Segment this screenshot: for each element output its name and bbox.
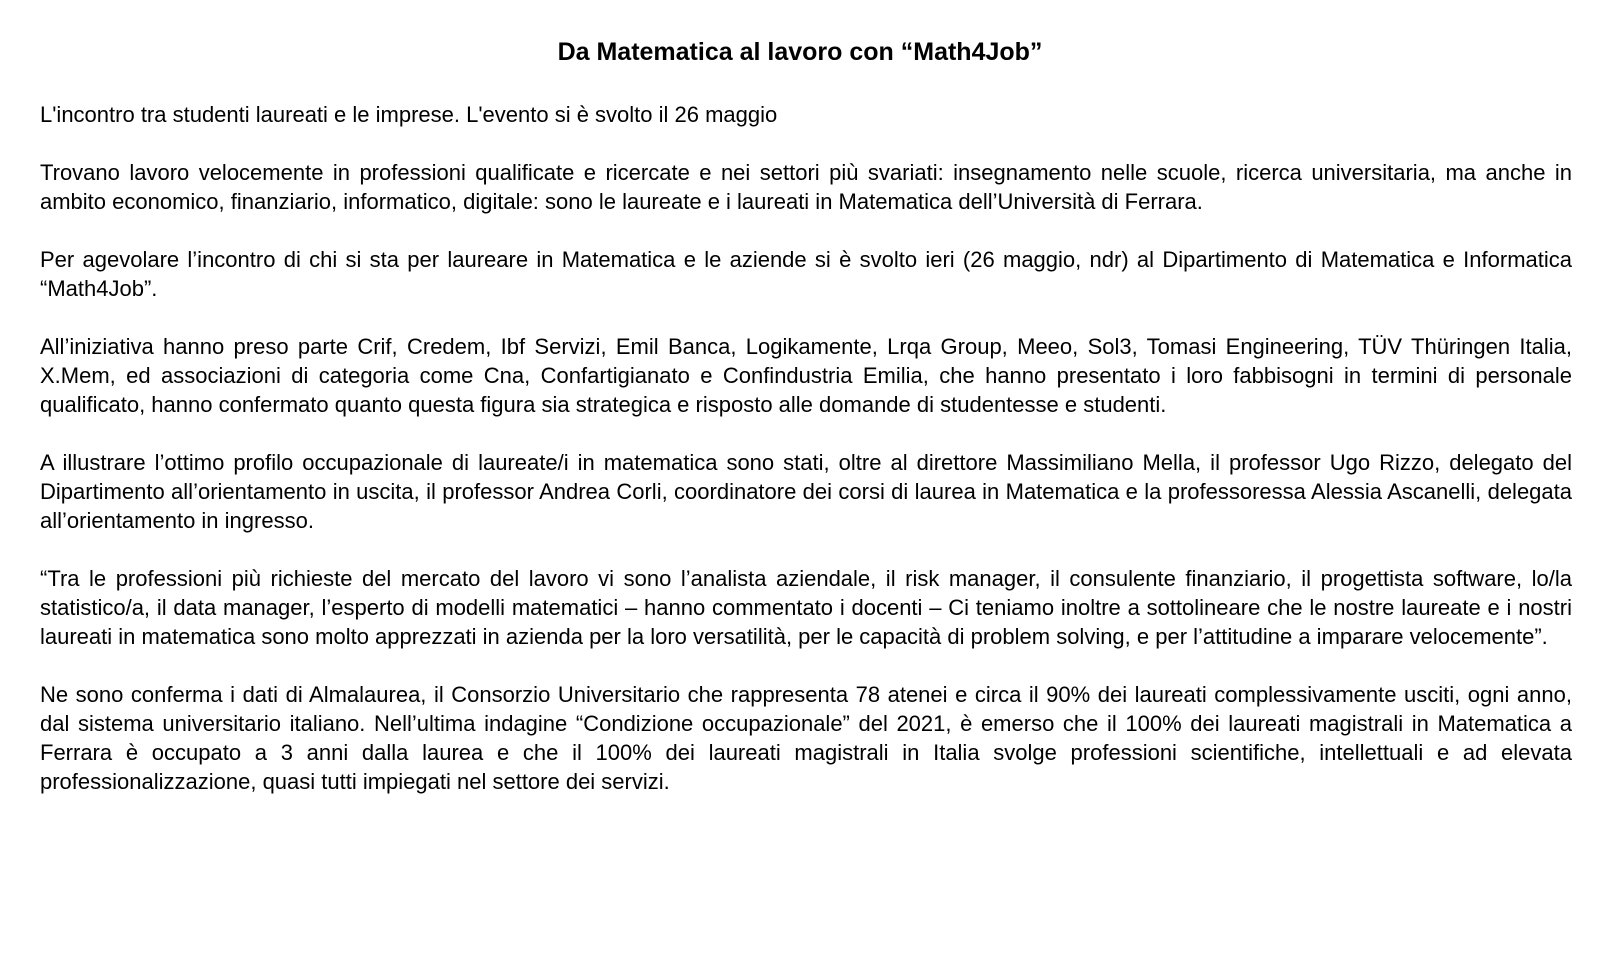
- paragraph-speakers: A illustrare l’ottimo profilo occupazionale di laureate/i in matematica sono stati, oltre al direttore Massimiliano Mella, il professor Ugo Rizzo, delegato del Dipartimento all’orientamento in uscita, il professor Andrea Corli, coordinatore dei corsi di laurea in Matematica e la professoressa Alessia Ascanelli, delegata all’orientamento in ingresso.: [40, 450, 1572, 533]
- paragraph-companies: All’iniziativa hanno preso parte Crif, Credem, Ibf Servizi, Emil Banca, Logikamente, Lrqa Group, Meeo, Sol3, Tomasi Engineering, TÜV Thüringen Italia, X.Mem, ed associazioni di categoria come Cna, Confartigianato e Confindustria Emilia, che hanno presentato i loro fabbisogni in termini di personale qualificato, hanno confermato quanto questa figura sia strategica e risposto alle domande di studentesse e studenti.: [40, 334, 1572, 417]
- paragraph-intro: L'incontro tra studenti laureati e le imprese. L'evento si è svolto il 26 maggio: [40, 102, 778, 127]
- paragraph-almalaurea: Ne sono conferma i dati di Almalaurea, il Consorzio Universitario che rappresenta 78 atenei e circa il 90% dei laureati complessivamente usciti, ogni anno, dal sistema universitario italiano. Nell’ultima indagine “Condizione occupazionale” del 2021, è emerso che il 100% dei laureati magistrali in Matematica a Ferrara è occupato a 3 anni dalla laurea e che il 100% dei laureati magistrali in Italia svolge professioni scientifiche, intellettuali e ad elevata professionalizzazione, quasi tutti impiegati nel settore dei servizi.: [40, 682, 1572, 794]
- document-body: [40, 100, 1572, 825]
- document-title: Da Matematica al lavoro con “Math4Job”: [557, 38, 1043, 66]
- paragraph-employment: Trovano lavoro velocemente in professioni qualificate e ricercate e nei settori più svariati: insegnamento nelle scuole, ricerca universitaria, ma anche in ambito economico, finanziario, informatico, digitale: sono le laureate e i laureati in Matematica dell’Università di Ferrara.: [40, 160, 1572, 214]
- paragraph-event: Per agevolare l’incontro di chi si sta per laureare in Matematica e le aziende si è svolto ieri (26 maggio, ndr) al Dipartimento di Matematica e Informatica “Math4Job”.: [40, 247, 1572, 301]
- paragraph-quote: “Tra le professioni più richieste del mercato del lavoro vi sono l’analista aziendale, il risk manager, il consulente finanziario, il progettista software, lo/la statistico/a, il data manager, l’esperto di modelli matematici – hanno commentato i docenti – Ci teniamo inoltre a sottolineare che le nostre laureate e i nostri laureati in matematica sono molto apprezzati in azienda per la loro versatilità, per le capacità di problem solving, e per l’attitudine a imparare velocemente”.: [40, 566, 1572, 649]
